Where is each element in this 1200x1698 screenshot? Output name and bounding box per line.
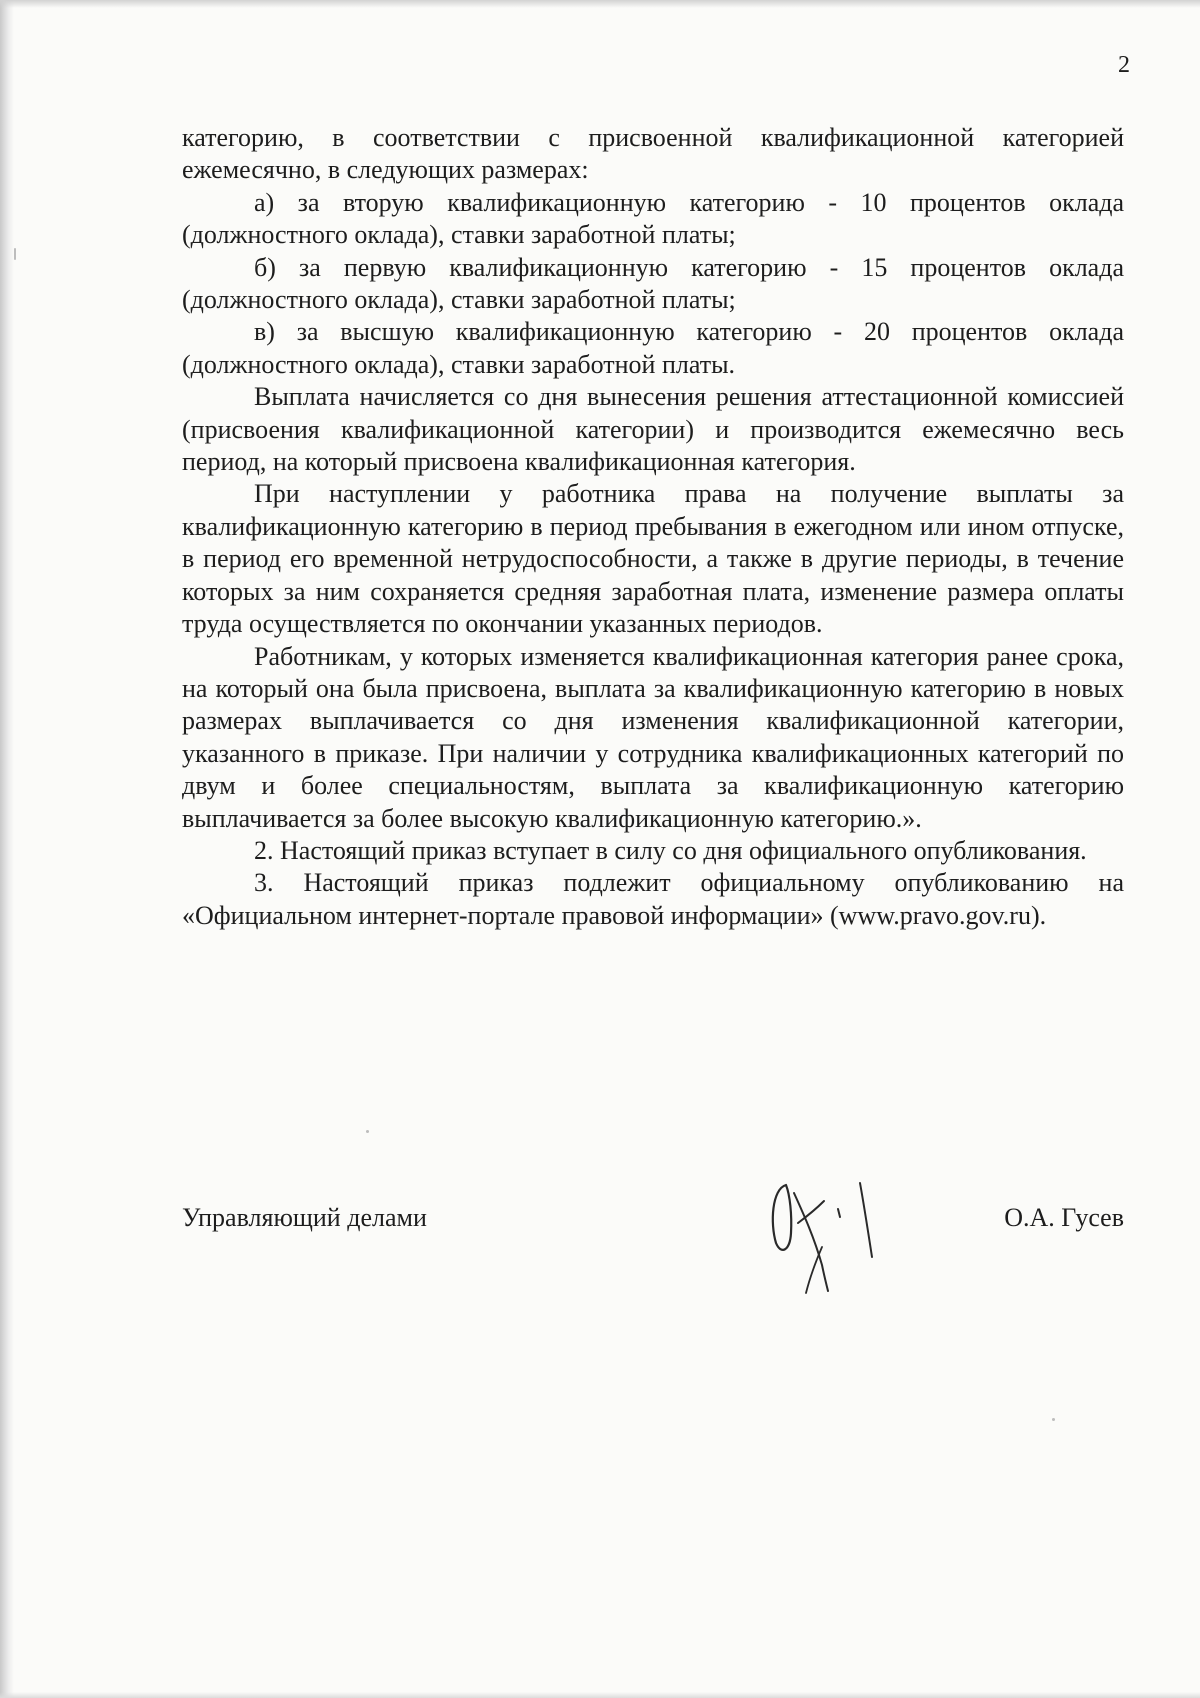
signatory-name: О.А. Гусев — [1004, 1203, 1124, 1232]
scan-speck — [14, 248, 16, 260]
paragraph-category-change: Работникам, у которых изменяется квалификационная категория ранее срока, на который она была присвоена, выплата за квалификационную категорию в новых размерах выплачивается со дня изменения квалификационной категории, указанного в приказе. При наличии у сотрудника квалификационных категорий по двум и более специальностям, выплата за квалификационную категорию выплачивается за более высокую квалификационную категорию.». — [182, 641, 1124, 833]
paragraph-item-v: в) за высшую квалификационную категорию - 20 процентов оклада (должностного оклада), ставки заработной платы. — [182, 317, 1124, 379]
page-number: 2 — [1118, 52, 1130, 78]
paragraph-item-a: а) за вторую квалификационную категорию - 10 процентов оклада (должностного оклада), ставки заработной платы; — [182, 187, 1124, 250]
signatory-position: Управляющий делами — [182, 1203, 427, 1232]
paragraph-clause-2: 2. Настоящий приказ вступает в силу со дня официального опубликования. — [254, 835, 1087, 865]
paragraph-item-b: б) за первую квалификационную категорию - 15 процентов оклада (должностного оклада), ставки заработной платы; — [182, 252, 1124, 315]
scan-speck — [1052, 1418, 1055, 1421]
paragraph-continuation: категорию, в соответствии с присвоенной квалификационной категорией ежемесячно, в следующих размерах: — [182, 123, 1124, 185]
scan-edge-bottom — [0, 1692, 1200, 1698]
scan-edge-left — [0, 0, 14, 1698]
signature-block — [182, 1185, 1124, 1305]
paragraph-payment-start: Выплата начисляется со дня вынесения решения аттестационной комиссией (присвоения квалификационной категории) и производится ежемесячно весь период, на который присвоена квалификационная категория. — [182, 382, 1124, 477]
scan-edge-top — [0, 0, 1200, 8]
handwritten-signature — [764, 1165, 894, 1305]
paragraph-payment-leave: При наступлении у работника права на получение выплаты за квалификационную категорию в период пребывания в ежегодном или ином отпуске, в период его временной нетрудоспособности, а также в другие периоды, в течение которых за ним сохраняется средняя заработная плата, изменение размера оплаты труда осуществляется по окончании указанных периодов. — [182, 479, 1124, 639]
scan-speck — [366, 1130, 369, 1133]
paragraph-clause-3: 3. Настоящий приказ подлежит официальному опубликованию на «Официальном интернет-портале правовой информации» (www.pravo.gov.ru). — [182, 868, 1124, 930]
document-body — [182, 122, 1124, 932]
